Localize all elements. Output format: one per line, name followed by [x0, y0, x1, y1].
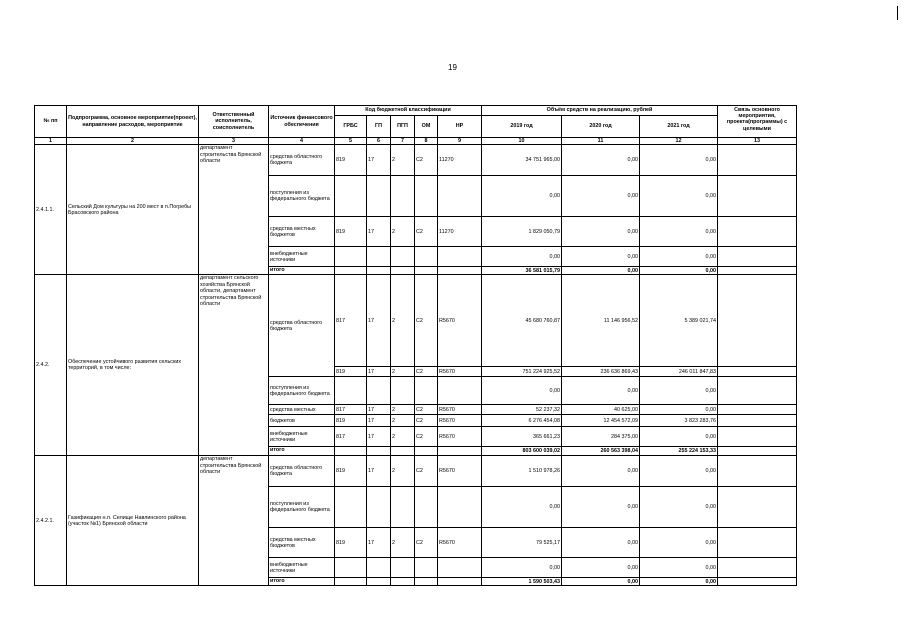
- code-grbs: 817: [335, 427, 367, 447]
- link-cell: [718, 427, 797, 447]
- amount-2020: 0,00: [562, 377, 640, 405]
- amount-2020: 0,00: [562, 578, 640, 586]
- amount-2020: 0,00: [562, 176, 640, 217]
- column-number: 1: [35, 138, 67, 145]
- link-cell: [718, 528, 797, 558]
- page-number: 19: [448, 63, 457, 72]
- code-np: [438, 176, 482, 217]
- code-grbs: 819: [335, 145, 367, 176]
- code-om: [415, 247, 438, 267]
- amount-2020: 0,00: [562, 267, 640, 275]
- code-gp: 17: [367, 145, 391, 176]
- code-pgp: 2: [391, 528, 415, 558]
- code-pgp: 2: [391, 367, 415, 377]
- code-om: С2: [415, 528, 438, 558]
- code-om: С2: [415, 275, 438, 367]
- amount-2021: 0,00: [640, 247, 718, 267]
- code-gp: [367, 487, 391, 528]
- code-np: R5670: [438, 456, 482, 487]
- header-np: НР: [438, 116, 482, 138]
- header-2020: 2020 год: [562, 116, 640, 138]
- code-np: R5670: [438, 405, 482, 415]
- amount-2020: 0,00: [562, 528, 640, 558]
- code-om: С2: [415, 427, 438, 447]
- code-grbs: [335, 267, 367, 275]
- scan-edge-mark: [897, 6, 898, 20]
- link-cell: [718, 447, 797, 456]
- amount-2019: 0,00: [482, 176, 562, 217]
- header-pgp: ПГП: [391, 116, 415, 138]
- code-np: [438, 447, 482, 456]
- code-om: С2: [415, 415, 438, 427]
- header-grbs: ГРБС: [335, 116, 367, 138]
- code-gp: 17: [367, 405, 391, 415]
- code-pgp: [391, 377, 415, 405]
- row-number: 2.4.2.1.: [35, 456, 67, 586]
- code-pgp: 2: [391, 415, 415, 427]
- funding-source: итого: [269, 578, 335, 586]
- funding-source: поступления из федерального бюджета: [269, 487, 335, 528]
- funding-source: внебюджетные источники: [269, 558, 335, 578]
- column-number: 13: [718, 138, 797, 145]
- code-om: [415, 377, 438, 405]
- code-gp: [367, 558, 391, 578]
- code-pgp: 2: [391, 145, 415, 176]
- funding-source: средства областного бюджета: [269, 456, 335, 487]
- amount-2019: 1 590 503,43: [482, 578, 562, 586]
- code-pgp: [391, 447, 415, 456]
- amount-2019: 1 829 050,79: [482, 217, 562, 247]
- budget-table: [34, 105, 797, 586]
- code-pgp: 2: [391, 217, 415, 247]
- amount-2020: 260 563 398,04: [562, 447, 640, 456]
- code-np: [438, 267, 482, 275]
- amount-2020: 40 625,00: [562, 405, 640, 415]
- funding-source: поступления из федерального бюджета: [269, 176, 335, 217]
- link-cell: [718, 377, 797, 405]
- column-number: 10: [482, 138, 562, 145]
- column-number: 2: [67, 138, 199, 145]
- code-np: R5670: [438, 415, 482, 427]
- link-cell: [718, 415, 797, 427]
- link-cell: [718, 558, 797, 578]
- amount-2019: 45 680 760,87: [482, 275, 562, 367]
- header-program: Подпрограмма, основное мероприятие(проект), направление расходов, мероприятие: [67, 106, 199, 138]
- code-grbs: [335, 247, 367, 267]
- header-budget-code: Код бюджетной классификации: [335, 106, 482, 116]
- code-np: R5670: [438, 427, 482, 447]
- amount-2019: 6 276 454,08: [482, 415, 562, 427]
- code-gp: [367, 377, 391, 405]
- code-gp: 17: [367, 427, 391, 447]
- code-om: С2: [415, 217, 438, 247]
- code-np: 11270: [438, 217, 482, 247]
- funding-source: поступления из федерального бюджета: [269, 377, 335, 405]
- amount-2021: 0,00: [640, 176, 718, 217]
- row-number: 2.4.1.1.: [35, 145, 67, 275]
- code-gp: [367, 247, 391, 267]
- code-gp: 17: [367, 415, 391, 427]
- header-om: ОМ: [415, 116, 438, 138]
- link-cell: [718, 217, 797, 247]
- code-gp: 17: [367, 367, 391, 377]
- code-pgp: [391, 267, 415, 275]
- amount-2019: 365 661,23: [482, 427, 562, 447]
- amount-2020: 0,00: [562, 217, 640, 247]
- code-om: С2: [415, 405, 438, 415]
- amount-2021: 0,00: [640, 217, 718, 247]
- column-number: 4: [269, 138, 335, 145]
- amount-2019: 0,00: [482, 247, 562, 267]
- code-pgp: 2: [391, 405, 415, 415]
- header-2019: 2019 год: [482, 116, 562, 138]
- amount-2021: 0,00: [640, 427, 718, 447]
- activity-name: Сельский Дом культуры на 200 мест в п.Погребы Брасовского района: [67, 145, 199, 275]
- amount-2021: 246 011 847,83: [640, 367, 718, 377]
- amount-2021: 5 389 021,74: [640, 275, 718, 367]
- code-gp: [367, 447, 391, 456]
- link-cell: [718, 145, 797, 176]
- code-om: С2: [415, 456, 438, 487]
- header-num: № пп: [35, 106, 67, 138]
- code-grbs: 819: [335, 456, 367, 487]
- amount-2021: 3 823 283,76: [640, 415, 718, 427]
- amount-2021: 0,00: [640, 558, 718, 578]
- amount-2019: 751 224 925,52: [482, 367, 562, 377]
- code-gp: 17: [367, 456, 391, 487]
- code-np: R5670: [438, 528, 482, 558]
- link-cell: [718, 367, 797, 377]
- code-grbs: 819: [335, 217, 367, 247]
- link-cell: [718, 405, 797, 415]
- amount-2019: 79 525,17: [482, 528, 562, 558]
- responsible-executor: департамент сельского хозяйства Брянской области, департамент строительства Брянской области: [199, 275, 269, 456]
- row-number: 2.4.2.: [35, 275, 67, 456]
- column-number: 12: [640, 138, 718, 145]
- code-om: [415, 578, 438, 586]
- code-pgp: [391, 247, 415, 267]
- amount-2019: 1 510 978,26: [482, 456, 562, 487]
- code-om: [415, 447, 438, 456]
- funding-source: бюджетов: [269, 415, 335, 427]
- code-om: С2: [415, 367, 438, 377]
- funding-source: средства местных: [269, 405, 335, 415]
- code-np: [438, 578, 482, 586]
- link-cell: [718, 275, 797, 367]
- code-gp: [367, 176, 391, 217]
- amount-2019: 0,00: [482, 377, 562, 405]
- code-grbs: [335, 487, 367, 528]
- amount-2019: 0,00: [482, 558, 562, 578]
- code-grbs: 819: [335, 415, 367, 427]
- code-np: [438, 558, 482, 578]
- link-cell: [718, 456, 797, 487]
- code-np: 11270: [438, 145, 482, 176]
- column-number: 9: [438, 138, 482, 145]
- funding-source: средства местных бюджетов: [269, 217, 335, 247]
- code-grbs: [335, 447, 367, 456]
- amount-2021: 0,00: [640, 578, 718, 586]
- funding-source: средства областного бюджета: [269, 275, 335, 377]
- activity-name: Обеспечение устойчивого развития сельских территорий, в том числе:: [67, 275, 199, 456]
- code-gp: 17: [367, 528, 391, 558]
- code-om: [415, 267, 438, 275]
- amount-2020: 12 454 572,09: [562, 415, 640, 427]
- amount-2019: 36 581 015,79: [482, 267, 562, 275]
- header-responsible: Ответственный исполнитель, соисполнитель: [199, 106, 269, 138]
- responsible-executor: департамент строительства Брянской области: [199, 145, 269, 275]
- amount-2021: 0,00: [640, 267, 718, 275]
- code-np: [438, 247, 482, 267]
- code-om: [415, 558, 438, 578]
- code-pgp: 2: [391, 456, 415, 487]
- amount-2021: 0,00: [640, 377, 718, 405]
- amount-2021: 255 224 153,33: [640, 447, 718, 456]
- code-om: С2: [415, 145, 438, 176]
- activity-name: Газификация н.п. Селище Навлинского района (участок №1) Брянской области: [67, 456, 199, 586]
- amount-2020: 284 375,00: [562, 427, 640, 447]
- column-number: 7: [391, 138, 415, 145]
- code-pgp: 2: [391, 275, 415, 367]
- code-gp: [367, 578, 391, 586]
- amount-2021: 0,00: [640, 456, 718, 487]
- code-om: [415, 176, 438, 217]
- code-np: R5670: [438, 275, 482, 367]
- link-cell: [718, 487, 797, 528]
- code-pgp: [391, 578, 415, 586]
- amount-2020: 0,00: [562, 558, 640, 578]
- code-grbs: [335, 377, 367, 405]
- responsible-executor: департамент строительства Брянской области: [199, 456, 269, 586]
- amount-2020: 0,00: [562, 487, 640, 528]
- code-gp: 17: [367, 217, 391, 247]
- code-grbs: [335, 176, 367, 217]
- code-gp: [367, 267, 391, 275]
- code-grbs: 819: [335, 528, 367, 558]
- code-gp: 17: [367, 275, 391, 367]
- amount-2019: 34 751 965,00: [482, 145, 562, 176]
- amount-2020: 0,00: [562, 456, 640, 487]
- amount-2021: 0,00: [640, 145, 718, 176]
- amount-2020: 11 146 956,52: [562, 275, 640, 367]
- column-number: 11: [562, 138, 640, 145]
- code-pgp: [391, 176, 415, 217]
- amount-2019: 803 600 039,02: [482, 447, 562, 456]
- column-number: 3: [199, 138, 269, 145]
- code-grbs: 817: [335, 405, 367, 415]
- header-link: [718, 106, 797, 138]
- funding-source: средства областного бюджета: [269, 145, 335, 176]
- funding-source: внебюджетные источники: [269, 427, 335, 447]
- code-pgp: 2: [391, 427, 415, 447]
- code-np: R5670: [438, 367, 482, 377]
- funding-source: итого: [269, 447, 335, 456]
- funding-source: внебюджетные источники: [269, 247, 335, 267]
- table-row: [35, 456, 797, 487]
- header-link-text: Связь основного мероприятия, проекта(программы) с целевыми: [726, 106, 788, 132]
- column-number: 8: [415, 138, 438, 145]
- code-om: [415, 487, 438, 528]
- header-gp: ГП: [367, 116, 391, 138]
- amount-2020: 0,00: [562, 247, 640, 267]
- amount-2019: 52 237,32: [482, 405, 562, 415]
- amount-2019: 0,00: [482, 487, 562, 528]
- code-grbs: [335, 558, 367, 578]
- amount-2020: 236 636 869,43: [562, 367, 640, 377]
- table-row: [35, 145, 797, 176]
- link-cell: [718, 267, 797, 275]
- code-grbs: 817: [335, 275, 367, 367]
- link-cell: [718, 578, 797, 586]
- code-grbs: [335, 578, 367, 586]
- amount-2021: 0,00: [640, 487, 718, 528]
- code-pgp: [391, 558, 415, 578]
- code-grbs: 819: [335, 367, 367, 377]
- amount-2021: 0,00: [640, 528, 718, 558]
- column-number: 5: [335, 138, 367, 145]
- link-cell: [718, 247, 797, 267]
- code-np: [438, 377, 482, 405]
- header-2021: 2021 год: [640, 116, 718, 138]
- header-volume: Объём средств на реализацию, рублей: [482, 106, 718, 116]
- link-cell: [718, 176, 797, 217]
- funding-source: итого: [269, 267, 335, 275]
- funding-source: средства местных бюджетов: [269, 528, 335, 558]
- code-np: [438, 487, 482, 528]
- code-pgp: [391, 487, 415, 528]
- column-number: 6: [367, 138, 391, 145]
- table-row: [35, 275, 797, 367]
- amount-2020: 0,00: [562, 145, 640, 176]
- header-source: Источник финансового обеспечения: [269, 106, 335, 138]
- amount-2021: 0,00: [640, 405, 718, 415]
